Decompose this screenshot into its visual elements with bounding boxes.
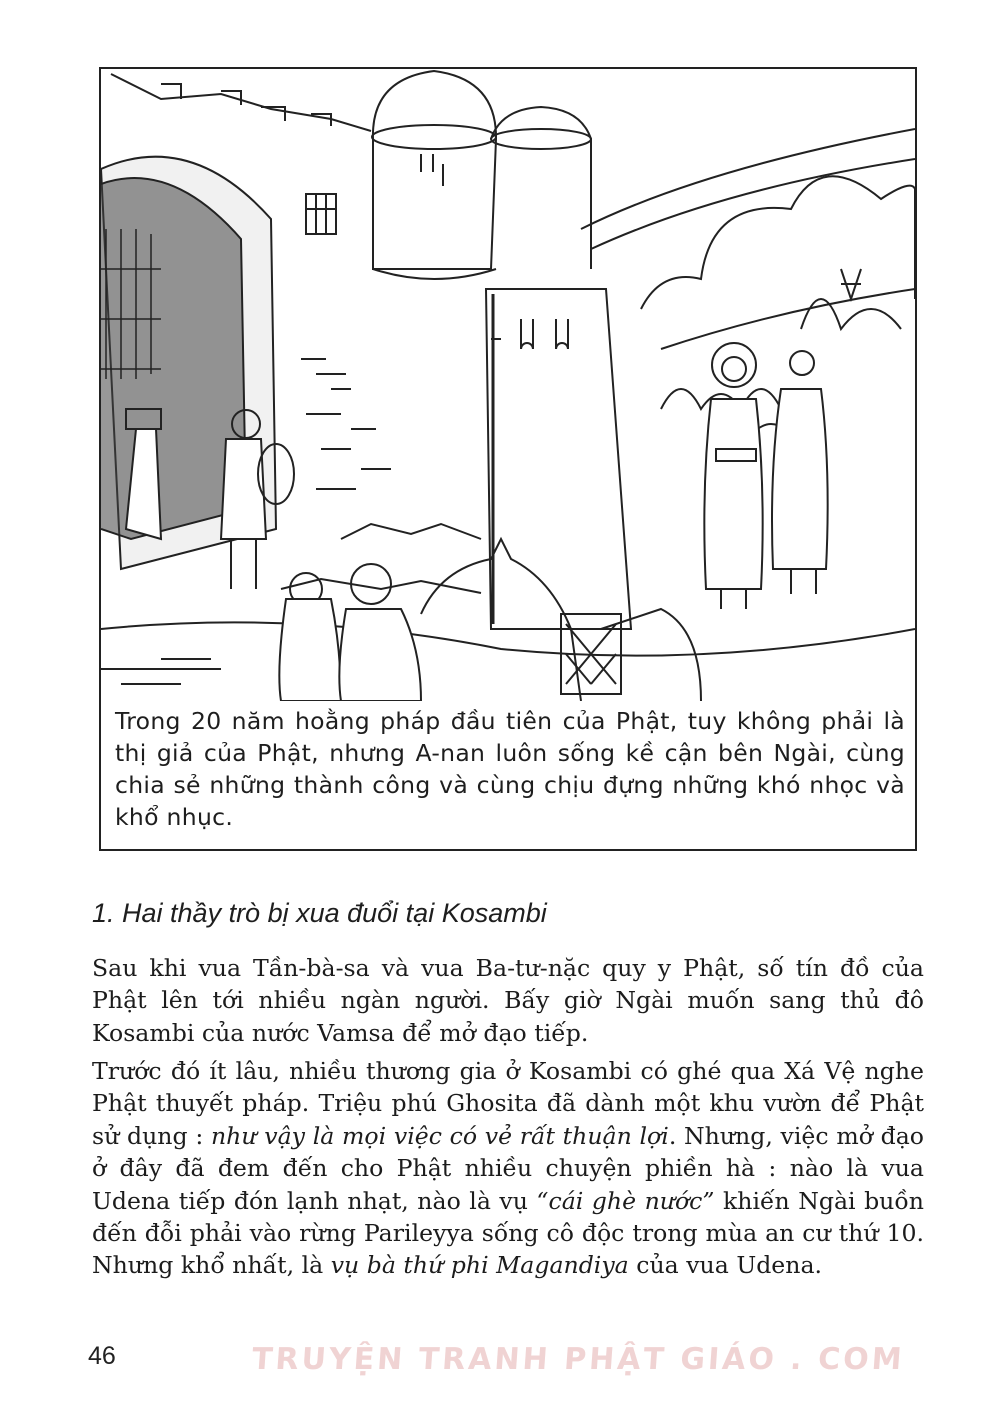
paragraph-text: . Nhưng, việc mở đạo ở đây đã đem đến cho Phật nhiều chuyện phiền hà : nào là vua Udena tiếp đón lạnh nhạt, nào là vụ [92,1121,924,1215]
body-paragraph-1 [92,952,924,1049]
page-number: 46 [88,1342,116,1370]
illustration-image [101,69,915,701]
italic-emphasis: như vậy là mọi việc có vẻ rất thuận lợi [210,1121,669,1150]
illustration-caption: Trong 20 năm hoằng pháp đầu tiên của Phật, tuy không phải là thị giả của Phật, nhưng A-nan luôn sống kề cận bên Ngài, cùng chia sẻ những thành công và cùng chịu đựng những khó nhọc và khổ nhục. [115,707,905,831]
paragraph-text: Trước đó ít lâu, nhiều thương gia ở Kosambi có ghé qua Xá Vệ nghe Phật thuyết pháp. Triệu phú Ghosita đã dành một khu vườn để Phật sử dụng : [92,1057,924,1150]
paragraph-text: của vua Udena. [628,1251,823,1280]
city-gate-scene-drawing [101,69,915,701]
illustration-frame [99,67,917,851]
paragraph-text: khiến Ngài buồn đến đỗi phải vào rừng Parileyya sống cô độc trong mùa an cư thứ 10. Nhưng khổ nhất, là [92,1186,924,1280]
section-heading: 1. Hai thầy trò bị xua đuổi tại Kosambi [92,898,547,928]
paragraph-text: Sau khi vua Tần-bà-sa và vua Ba-tư-nặc quy y Phật, số tín đồ của Phật lên tới nhiều ngàn người. Bấy giờ Ngài muốn sang thủ đô Kosambi của nước Vamsa để mở đạo tiếp. [92,954,924,1047]
watermark: TRUYỆN TRANH PHẬT GIÁO . COM [250,1342,906,1377]
italic-emphasis: vụ bà thứ phi Magandiya [330,1251,629,1280]
italic-quote: “cái ghè nước” [536,1186,715,1215]
body-paragraph-2 [92,1055,924,1282]
